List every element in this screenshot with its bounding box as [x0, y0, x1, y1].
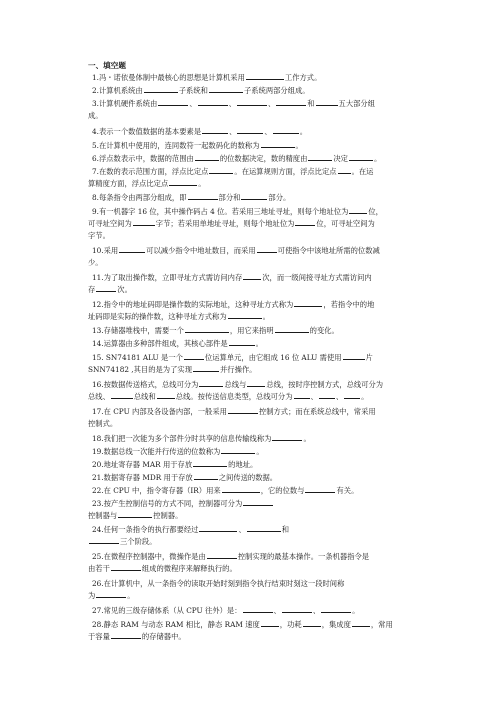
question-17-cont: 控制式。: [88, 419, 118, 428]
answer-blank: [261, 140, 295, 148]
answer-blank: [209, 85, 243, 93]
answer-blank: [228, 311, 262, 319]
question-11-cont: 存 次。: [88, 285, 132, 294]
answer-blank: [133, 218, 155, 226]
answer-blank: [246, 72, 284, 80]
answer-blank: [303, 619, 321, 627]
answer-blank: [243, 605, 273, 613]
answer-blank: [96, 284, 116, 292]
question-9-cont2: 字节。: [88, 231, 110, 240]
question-7: 7.在数的表示范围方面，浮点比定点 。在运算规则方面，浮点比定点 。在运: [92, 167, 374, 176]
question-11: 11.为了取出操作数，立即寻址方式需访问内存 次，而一级间接寻址方式需访问内: [92, 273, 372, 282]
answer-blank: [222, 485, 260, 493]
answer-blank: [295, 218, 315, 226]
question-25: 25.在微程序控制器中，微操作是由 控制实现的最基本操作。一条机器指令是: [92, 552, 370, 561]
question-23-cont: 控制器与 控制器。: [88, 511, 183, 520]
answer-blank: [188, 192, 218, 200]
answer-blank: [319, 391, 335, 399]
question-27: 27.常见的三级存储体系（从 CPU 往外）是： 、 、 。: [92, 606, 360, 615]
answer-blank: [229, 338, 255, 346]
question-6: 6.浮点数表示中，数据的范围由 的位数据决定，数的精度由 决定 。: [92, 154, 382, 163]
question-18: 18.我们把一次能为多个部件分时共享的信息传输线称为 。: [92, 434, 311, 443]
question-24: 24.任何一条指令的执行都要经过 、 和: [92, 525, 290, 534]
question-16: 16.按数据传送格式，总线可分为 总线与 总线，按时序控制方式，总线可分为: [92, 380, 384, 389]
answer-blank: [199, 379, 223, 387]
answer-blank: [184, 352, 204, 360]
answer-blank: [305, 485, 335, 493]
answer-blank: [209, 166, 233, 174]
question-23: 23.按产生控制信号的方式不同，控制器可分为: [88, 498, 410, 510]
answer-blank: [247, 524, 281, 532]
question-9: 9.有一机器字 16 位，其中操作码占 4 位。若采用三地址寻址，则每个地址位为 位，: [92, 207, 383, 216]
answer-blank: [243, 498, 273, 506]
answer-blank: [294, 391, 310, 399]
answer-blank: [272, 433, 302, 441]
answer-blank: [202, 126, 228, 134]
question-25-cont: 由若干 组成的微程序来解释执行的。: [88, 564, 237, 573]
question-28: 28.静态 RAM 与动态 RAM 相比，静态 RAM 速度 ，功耗 ，集成度 ，常用: [92, 620, 393, 629]
answer-blank: [321, 605, 351, 613]
question-7-cont: 算精度方面，浮点比定点 。: [88, 179, 206, 188]
question-19: 19.数据总线一次能并行传送的位数称为 。: [92, 447, 264, 456]
question-15: 15. SN74181 ALU 是一个 位运算单元，由它组成 16 位 ALU 需使用 片: [92, 353, 373, 362]
answer-blank: [198, 98, 228, 106]
answer-blank: [273, 126, 299, 134]
question-17: 17.在 CPU 内部及各设备内部，一般采用 控制方式；而在系统总线中，常采用: [92, 407, 376, 416]
answer-blank: [243, 272, 261, 280]
question-9-cont: 可寻址空间为 字节；若采用单地址寻址，则每个地址位为 位，可寻址空间为: [88, 219, 375, 228]
answer-blank: [275, 325, 309, 333]
answer-blank: [199, 524, 237, 532]
answer-blank: [221, 446, 255, 454]
answer-blank: [119, 245, 145, 253]
question-21: 21.数据寄存器 MDR 用于存放 之间传送的数据。: [92, 473, 278, 482]
answer-blank: [257, 245, 277, 253]
question-15-cont: SNN74182 ,其目的是为了实现 并行操作。: [88, 365, 257, 374]
answer-blank: [308, 153, 332, 161]
answer-blank: [111, 631, 141, 639]
question-3: 3.计算机硬件系统由 、 、 、 和 五大部分组: [92, 99, 376, 108]
answer-blank: [344, 391, 360, 399]
question-10: 10.采用 可以减少指令中地址数目，而采用 可使指令中该地址所需的位数减: [92, 246, 380, 255]
question-14: 14.运算器由多种部件组成，其核心部件是 。: [92, 339, 263, 348]
answer-blank: [349, 206, 367, 214]
question-5: 5.在计算机中使用的，连同数符一起数码化的数称为 。: [92, 141, 303, 150]
answer-blank: [352, 619, 370, 627]
answer-blank: [118, 510, 152, 518]
answer-blank: [193, 459, 227, 467]
question-22: 22.在 CPU 中，指令寄存器（IR）用来 ，它的位数与 有关。: [92, 486, 359, 495]
question-26-cont: 为 。: [88, 591, 135, 600]
answer-blank: [193, 364, 219, 372]
answer-blank: [111, 563, 141, 571]
question-16-cont: 总线、 总线和 总线。按传送信息类型，总线可分为 、 、 。: [88, 392, 369, 401]
answer-blank: [276, 98, 306, 106]
answer-blank: [237, 98, 267, 106]
answer-blank: [316, 98, 338, 106]
question-28-cont: 于容量 的存储器中。: [88, 632, 186, 641]
answer-blank: [157, 391, 175, 399]
answer-blank: [207, 551, 237, 559]
answer-blank: [349, 153, 373, 161]
answer-blank: [195, 153, 219, 161]
answer-blank: [194, 472, 218, 480]
answer-blank: [294, 299, 322, 307]
question-12: 12.指令中的地址码即是操作数的实际地址，这种寻址方式称为 ，若指令中的地: [92, 300, 375, 309]
answer-blank: [185, 325, 229, 333]
answer-blank: [338, 166, 351, 174]
question-1: 1.冯・诺依曼体制中最核心的思想是计算机采用 工作方式。: [92, 73, 322, 82]
question-4: 4.表示一个数值数据的基本要素是 、 、 。: [92, 127, 308, 136]
question-24-cont: 三个阶段。: [88, 536, 410, 548]
question-20: 20.地址寄存器 MAR 用于存放 的地址。: [92, 460, 258, 469]
answer-blank: [247, 379, 265, 387]
answer-blank: [96, 590, 126, 598]
answer-blank: [241, 192, 267, 200]
question-10-cont: 少。: [88, 258, 103, 267]
question-12-cont: 址码即是实际的操作数，这种寻址方式称为 。: [88, 312, 270, 321]
answer-blank: [111, 391, 133, 399]
question-13: 13.存储器堆栈中，需要一个 ，用它来指明 的变化。: [92, 326, 339, 335]
question-26: 26.在计算机中，从一条指令的读取开始时刻到指令执行结束时刻这一段时间称: [92, 579, 345, 588]
answer-blank: [89, 536, 119, 544]
answer-blank: [261, 619, 279, 627]
answer-blank: [237, 126, 263, 134]
question-2: 2.计算机系统由 子系统和 子系统两部分组成。: [92, 86, 310, 95]
answer-blank: [282, 605, 312, 613]
section-title: 一、填空题: [88, 61, 126, 70]
question-3-cont: 成。: [88, 111, 103, 120]
answer-blank: [343, 352, 365, 360]
answer-blank: [158, 98, 188, 106]
answer-blank: [228, 406, 258, 414]
question-8: 8.每条指令由两部分组成，即 部分和 部分。: [92, 193, 291, 202]
answer-blank: [169, 178, 197, 186]
answer-blank: [144, 85, 178, 93]
